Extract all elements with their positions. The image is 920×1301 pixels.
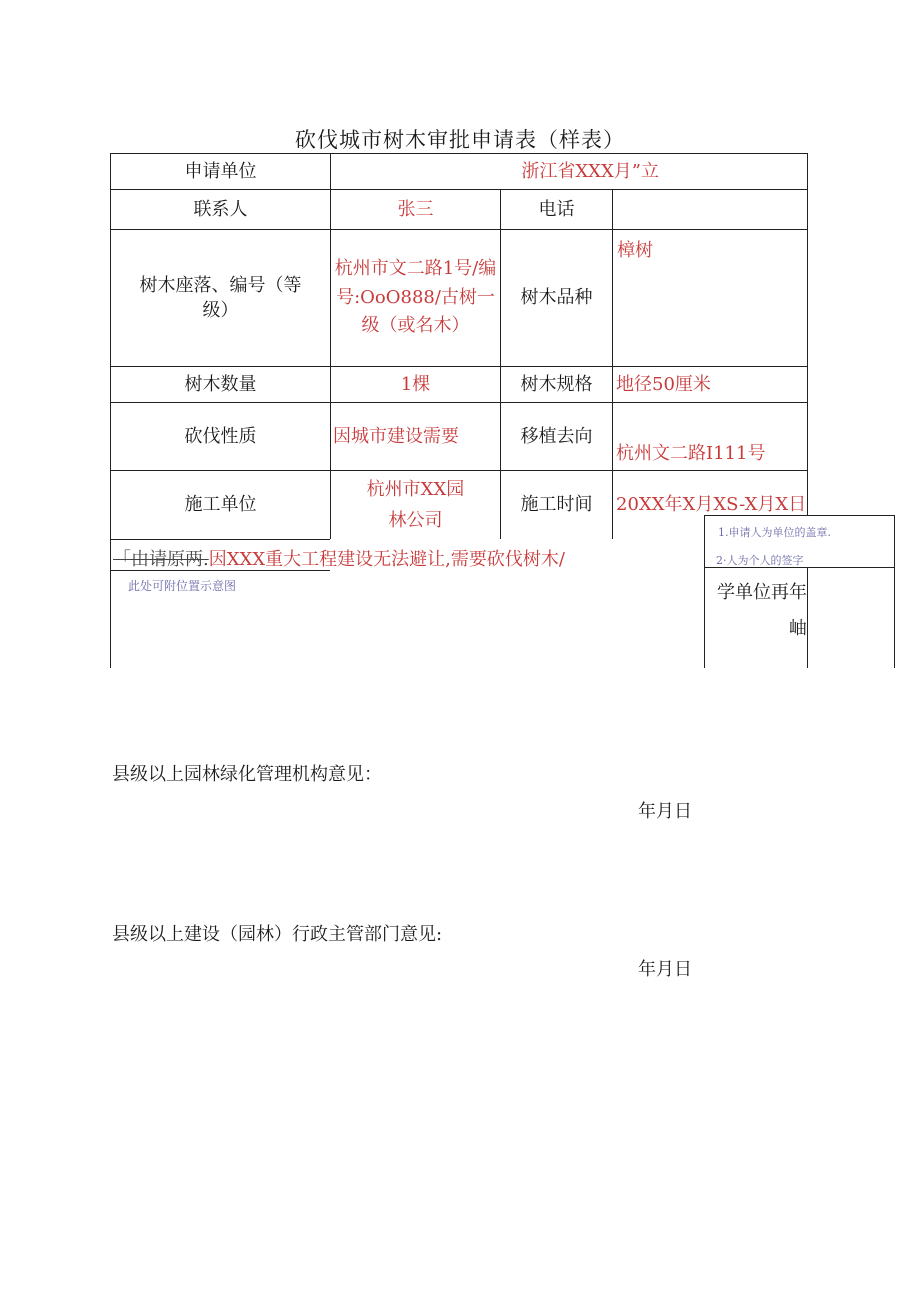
quantity-value: 1棵 xyxy=(400,373,431,395)
time-label: 施工时间 xyxy=(520,494,593,516)
diagram-hint: 此处可附位置示意图 xyxy=(128,579,237,593)
nature-value: 因城市建设需要 xyxy=(333,425,459,447)
page-title: 砍伐城市树木审批申请表（样表） xyxy=(295,128,625,152)
landscape-opinion-label: 县级以上园林绿化管理机构意见： xyxy=(112,764,382,785)
species-label: 树木品种 xyxy=(520,287,593,309)
time-value: 20XX年X月XS-X月X日 xyxy=(616,494,807,516)
constructor-value: 杭州市XX园林公司 xyxy=(366,478,465,531)
location-label: 树木座落、编号（等级） xyxy=(139,274,302,321)
spec-value: 地径50厘米 xyxy=(616,373,711,395)
stamp-label: 学单位再年岫 xyxy=(717,582,807,639)
contact-value: 张三 xyxy=(397,198,434,220)
applicant-value: 浙江省XXX月”立 xyxy=(521,160,659,182)
quantity-label: 树木数量 xyxy=(184,373,257,395)
reason-text: 因XXX重大工程建设无法避让,需要砍伐树木/ xyxy=(208,549,565,570)
landscape-opinion-date: 年月日 xyxy=(638,801,692,822)
admin-opinion-date: 年月日 xyxy=(638,959,692,980)
transplant-label: 移植去向 xyxy=(520,425,593,447)
admin-opinion-label: 县级以上建设（园林）行政主管部门意见: xyxy=(112,924,443,945)
transplant-value: 杭州文二路I111号 xyxy=(616,442,766,464)
reason-row xyxy=(113,545,565,571)
nature-label: 砍伐性质 xyxy=(184,425,257,447)
stamp-note-1: 1.申请人为单位的盖章. xyxy=(718,526,831,539)
reason-prefix: 「由请原两. xyxy=(113,549,209,570)
phone-value xyxy=(613,190,807,229)
spec-label: 树木规格 xyxy=(520,373,593,395)
phone-label: 电话 xyxy=(538,198,575,220)
species-value: 樟树 xyxy=(617,240,653,261)
contact-label: 联系人 xyxy=(193,198,248,220)
location-value: 杭州市文二路1号/编号:OoO888/古树一级（或名木） xyxy=(334,257,497,337)
constructor-label: 施工单位 xyxy=(184,494,257,516)
stamp-note-2: 2·人为个人的签字 xyxy=(716,554,804,567)
applicant-label: 申请单位 xyxy=(184,160,257,182)
